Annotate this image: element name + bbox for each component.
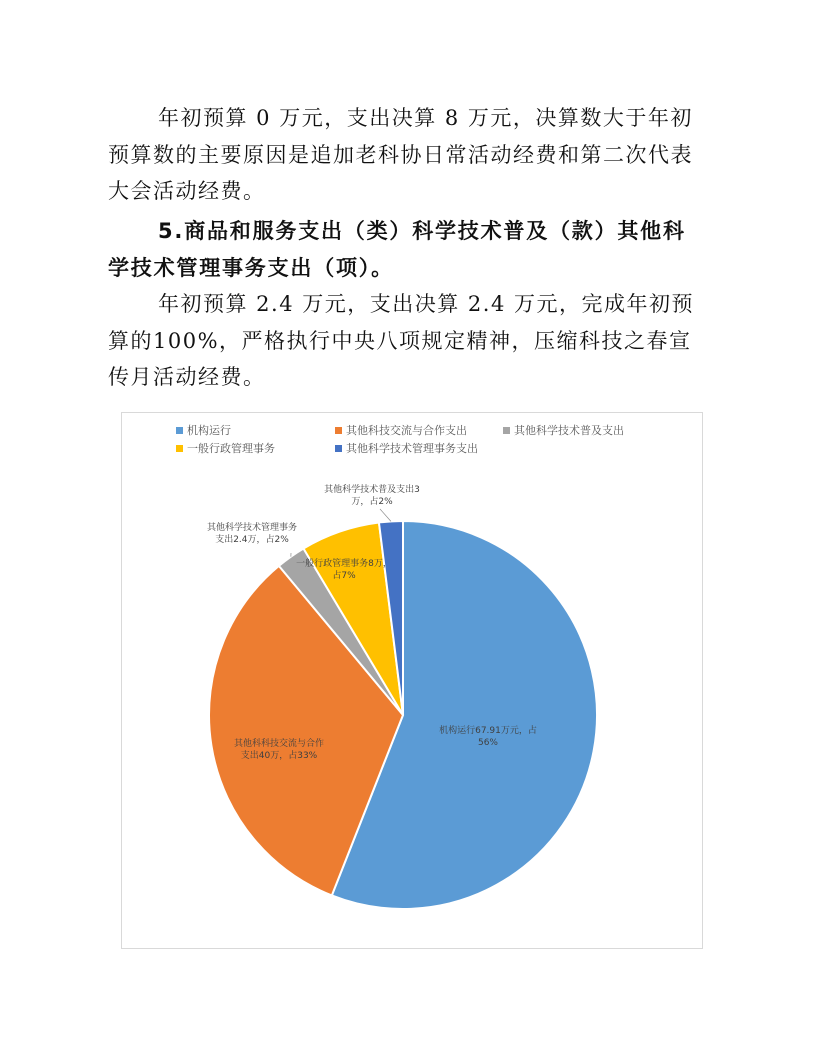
legend-label-0: 机构运行 — [187, 424, 231, 437]
pie-chart — [122, 413, 704, 950]
data-label-1: 其他科科技交流与合作支出40万，占33% — [233, 739, 325, 761]
paragraph-budget-reason: 年初预算 0 万元，支出决算 8 万元，决算数大于年初预算数的主要原因是追加老科协日常活动经费和第二次代表大会活动经费。 — [108, 106, 693, 203]
data-label-2: 其他科学技术管理事务支出2.4万，占2% — [206, 523, 298, 545]
legend-swatch-1 — [335, 427, 342, 434]
legend-swatch-4 — [335, 445, 342, 452]
data-label-4: 其他科学技术普及支出3 万，占2% — [324, 485, 420, 507]
data-label-3: 一般行政管理事务8万，占7% — [296, 559, 392, 581]
data-label-0: 机构运行67.91万元，占 56% — [439, 726, 537, 748]
legend-swatch-3 — [176, 445, 183, 452]
legend-swatch-0 — [176, 427, 183, 434]
leader-line-4 — [380, 509, 391, 521]
section-heading-5: 5.商品和服务支出（类）科学技术普及（款）其他科学技术管理事务支出（项）。 — [108, 219, 686, 280]
legend-swatch-2 — [503, 427, 510, 434]
legend-label-2: 其他科学技术普及支出 — [514, 424, 624, 437]
legend-label-1: 其他科技交流与合作支出 — [346, 424, 467, 437]
legend-label-4: 其他科学技术管理事务支出 — [346, 442, 478, 455]
paragraph-budget-complete: 年初预算 2.4 万元，支出决算 2.4 万元，完成年初预算的100%，严格执行中央八项规定精神，压缩科技之春宣传月活动经费。 — [108, 292, 694, 389]
pie-chart-container — [121, 412, 703, 949]
legend-label-3: 一般行政管理事务 — [187, 442, 275, 455]
